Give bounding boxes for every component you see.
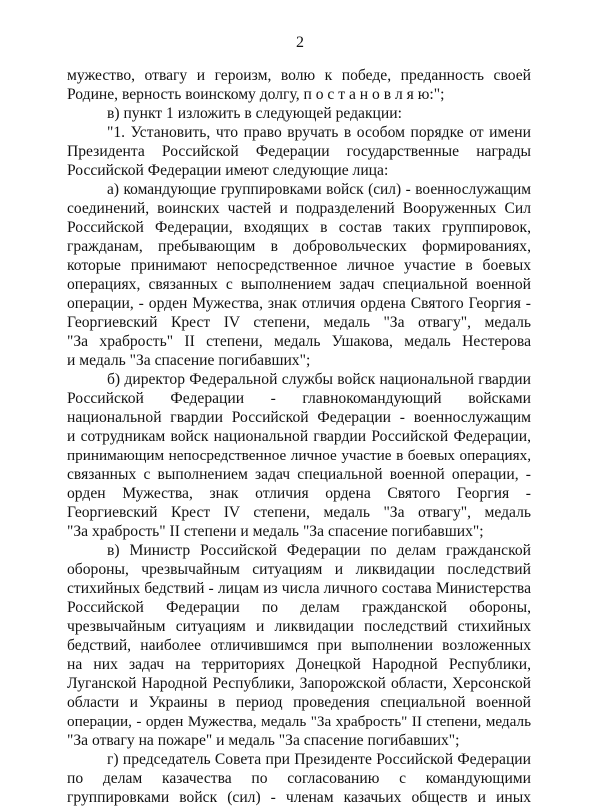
text-line: в) Министр Российской Федерации по делам гражданской	[107, 542, 531, 559]
text-line: области и Украины в период проведения специальной военной	[67, 694, 531, 711]
text-line: Георгиевский Крест IV степени, медаль "За отвагу", медаль	[67, 314, 531, 331]
text-line: б) директор Федеральной службы войск национальной гвардии	[107, 371, 531, 388]
text-line: "За храбрость" II степени, медаль Ушакова, медаль Нестерова	[67, 333, 531, 350]
text-line: "1. Установить, что право вручать в особом порядке от имени	[107, 124, 531, 141]
text-line: мужество, отвагу и героизм, волю к победе, преданность своей	[67, 67, 531, 84]
text-line: национальной гвардии Российской Федерации - военнослужащим	[67, 409, 531, 426]
text-line: г) председатель Совета при Президенте Российской Федерации	[107, 751, 531, 768]
text-line: связанных с выполнением задач специальной военной операции, -	[67, 466, 531, 483]
text-line: и медаль "За спасение погибавших";	[67, 352, 311, 369]
text-line: гражданам, пребывающим в добровольческих формированиях,	[67, 238, 531, 255]
text-line: стихийных бедствий - лицам из числа личного состава Министерства	[67, 580, 531, 597]
text-line: на них задач на территориях Донецкой Народной Республики,	[67, 656, 531, 673]
text-line: которые принимают непосредственное личное участие в боевых	[67, 257, 531, 274]
text-line: соединений, воинских частей и подразделений Вооруженных Сил	[67, 200, 531, 217]
text-line: операции, - орден Мужества, медаль "За храбрость" II степени, медаль	[67, 713, 531, 730]
text-line: обороны, чрезвычайным ситуациям и ликвидации последствий	[67, 561, 531, 578]
text-line: Российской Федерации, входящих в состав таких группировок,	[67, 219, 531, 236]
text-line: орден Мужества, знак отличия ордена Святого Георгия -	[67, 485, 531, 502]
page-number: 2	[296, 34, 304, 51]
text-line: операциях, связанных с выполнением задач специальной военной	[67, 276, 531, 293]
text-line: Луганской Народной Республики, Запорожской области, Херсонской	[67, 675, 531, 692]
text-line: "За отвагу на пожаре" и медаль "За спасение погибавших";	[67, 732, 460, 749]
text-line: Российской Федерации по делам гражданской обороны,	[67, 599, 531, 616]
text-line: операции, - орден Мужества, знак отличия ордена Святого Георгия -	[67, 295, 531, 312]
text-line: Российской Федерации - главнокомандующий войсками	[67, 390, 531, 407]
text-line: чрезвычайным ситуациям и ликвидации последствий стихийных	[67, 618, 531, 635]
text-line: принимающим непосредственное личное участие в боевых операциях,	[67, 447, 531, 464]
text-line: Президента Российской Федерации государственные награды	[67, 143, 531, 160]
text-line: в) пункт 1 изложить в следующей редакции:	[107, 105, 402, 122]
document-body	[67, 66, 531, 807]
text-line: а) командующие группировками войск (сил) - военнослужащим	[107, 181, 531, 198]
text-line: Российской Федерации имеют следующие лица:	[67, 162, 389, 179]
text-line: и сотрудникам войск национальной гвардии Российской Федерации,	[67, 428, 531, 445]
text-line: "За храбрость" II степени и медаль "За спасение погибавших";	[67, 523, 484, 540]
text-line: по делам казачества по согласованию с командующими	[67, 770, 531, 787]
text-line: группировками войск (сил) - членам казачьих обществ и иных	[67, 789, 531, 806]
text-line: Георгиевский Крест IV степени, медаль "За отвагу", медаль	[67, 504, 531, 521]
text-line: бедствий, наиболее отличившимся при выполнении возложенных	[67, 637, 531, 654]
text-line: Родине, верность воинскому долгу, п о с т а н о в л я ю:";	[67, 86, 445, 103]
